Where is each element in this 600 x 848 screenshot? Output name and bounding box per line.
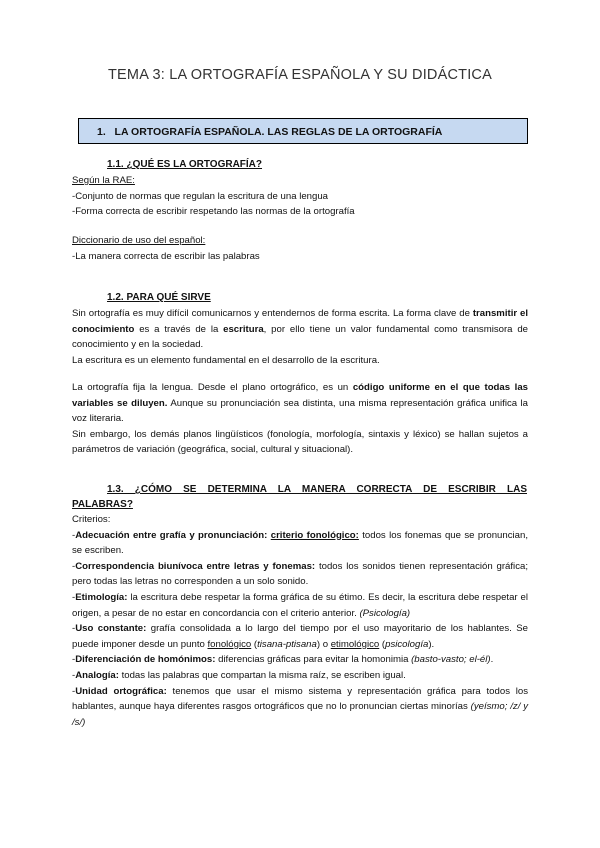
paragraph: Sin ortografía es muy difícil comunicarnos y entendernos de forma escrita. La forma clave de transmitir el conocimiento es a través de la escritura, por ello tiene un valor fundamental como transmisora de conocimiento y en la sociedad. xyxy=(72,308,528,351)
criterion-item: -Correspondencia biunívoca entre letras y fonemas: todos los sonidos tienen representación gráfica; pero todas las letras no corresponden a un solo sonido. xyxy=(72,560,528,588)
dictionary-block xyxy=(72,233,528,264)
subsection-body-1-3 xyxy=(72,512,528,730)
document-title: TEMA 3: LA ORTOGRAFÍA ESPAÑOLA Y SU DIDÁCTICA xyxy=(108,67,492,83)
section-heading-box xyxy=(78,118,528,144)
subsection-body-1-1 xyxy=(72,173,528,220)
criterion-item: -Adecuación entre grafía y pronunciación: criterio fonológico: todos los fonemas que se pronuncian, se escriben. xyxy=(72,529,528,557)
criteria-label: Criterios: xyxy=(72,514,111,525)
rae-label: Según la RAE: xyxy=(72,175,135,186)
criterion-item: -Unidad ortográfica: tenemos que usar el mismo sistema y representación gráfica para todos los hablantes, aunque haya diferentes rasgos ortográficos que no lo pronuncian ciertas minorías (yeísmo; /z/ y /s/) xyxy=(72,685,529,728)
dictionary-label: Diccionario de uso del español: xyxy=(72,235,206,246)
criterion-item: -Diferenciación de homónimos: diferencias gráficas para evitar la homonimia (basto-vasto; el-él). xyxy=(72,654,494,666)
section-heading: LA ORTOGRAFÍA ESPAÑOLA. LAS REGLAS DE LA ORTOGRAFÍA xyxy=(114,126,443,138)
subsection-body-1-2 xyxy=(72,306,528,368)
subsection-heading-1-2: 1.2. PARA QUÉ SIRVE xyxy=(107,292,211,303)
subsection-body-1-2-cont xyxy=(72,380,528,458)
section-number: 1. xyxy=(97,126,106,138)
subsection-heading-1-3-cont: PALABRAS? xyxy=(72,499,133,510)
rae-item: -Conjunto de normas que regulan la escritura de una lengua xyxy=(72,190,329,202)
paragraph: La ortografía fija la lengua. Desde el plano ortográfico, es un código uniforme en el que todas las variables se diluyen. Aunque su pronunciación sea distinta, una misma representación gráfica unifica la voz literaria. xyxy=(72,382,529,425)
criterion-item: -Analogía: todas las palabras que compartan la misma raíz, se escriben igual. xyxy=(72,669,406,681)
criterion-item: -Uso constante: grafía consolidada a lo largo del tiempo por el uso mayoritario de los hablantes. Se puede imponer desde un punto fonológico (tisana-ptisana) o etimológico (psicología). xyxy=(72,623,528,650)
rae-item: -Forma correcta de escribir respetando las normas de la ortografía xyxy=(72,206,355,218)
criterion-item: -Etimología: la escritura debe respetar la forma gráfica de su étimo. Es decir, la escritura debe respetar el origen, a pesar de no estar en concordancia con el criterio anterior. (Psicología) xyxy=(72,591,528,619)
subsection-heading-1-3: 1.3. ¿CÓMO SE DETERMINA LA MANERA CORRECTA DE ESCRIBIR LAS xyxy=(107,484,527,495)
paragraph: Sin embargo, los demás planos lingüísticos (fonología, morfología, sintaxis y léxico) se hallan sujetos a parámetros de variación (geográfica, social, cultural y situacional). xyxy=(72,428,528,456)
subsection-heading-1-1: 1.1. ¿QUÉ ES LA ORTOGRAFÍA? xyxy=(107,159,263,170)
dictionary-item: -La manera correcta de escribir las palabras xyxy=(72,250,260,262)
paragraph: La escritura es un elemento fundamental en el desarrollo de la escritura. xyxy=(72,354,380,366)
